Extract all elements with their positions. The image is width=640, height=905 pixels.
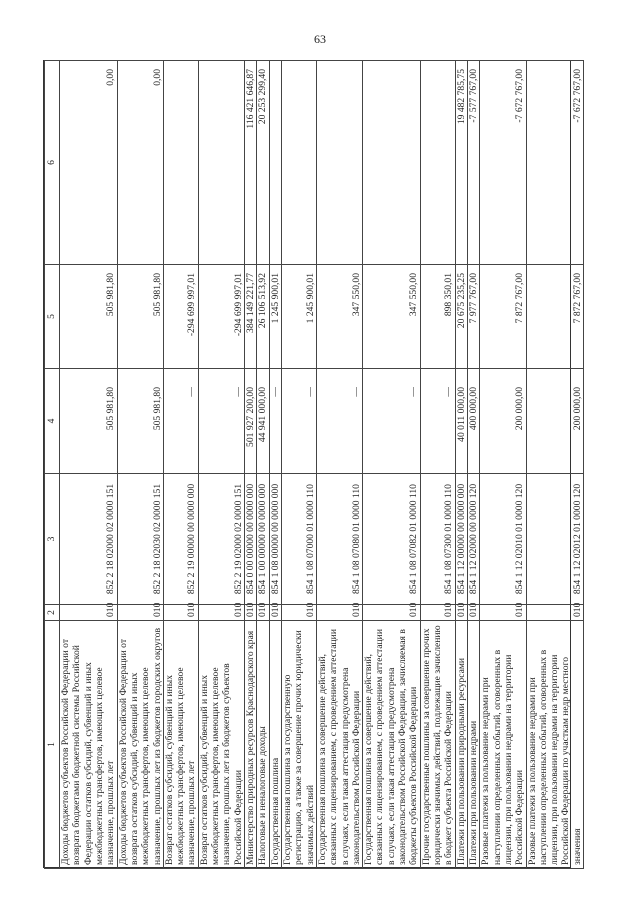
row-name-cell: Государственная пошлина за совершение действий, связанных с лицензированием, с проведением аттестации в случаях, если такая аттестация предусмотрена законодательством Российской Федерации — [316, 621, 362, 869]
row-budget-code-cell: 854 1 00 00000 00 0000 000 — [257, 474, 269, 605]
row-executed-amount-cell: 26 106 513,92 — [257, 265, 269, 369]
row-executed-amount-cell: 898 350,01 — [420, 265, 455, 369]
row-approved-amount-cell: 44 941 000,00 — [257, 369, 269, 474]
row-approved-amount-cell: — — [420, 369, 455, 474]
table-row — [480, 61, 526, 869]
row-name-cell: Государственная пошлина за совершение действий, связанных с лицензированием, с проведением аттестации в случаях, если такая аттестация предусмотрена законодательством Российской Федерации, зачисляемая в бюджеты субъектов Российской Федерации — [363, 621, 421, 869]
row-approved-amount-cell: 400 000,00 — [467, 369, 479, 474]
row-budget-code-cell: 852 2 18 02030 02 0000 151 — [117, 474, 163, 605]
revenue-report-table — [44, 60, 584, 869]
report-table-frame — [43, 60, 583, 868]
row-line-code-cell: 010 — [316, 605, 362, 621]
row-unexecuted-amount-cell: 0,00 — [60, 61, 118, 265]
row-name-cell: Возврат остатков субсидий, субвенций и иных межбюджетных трансфертов, имеющих целевое назначение, прошлых лет из бюджетов субъектов Российской Федерации — [198, 621, 244, 869]
row-name-cell: Разовые платежи за пользование недрами при наступлении определенных событий, оговоренных в лицензии, при пользовании недрами на территории Российской Федерации по участкам недр местного значения — [526, 621, 584, 869]
table-row — [163, 61, 198, 869]
header-col-4: 4 — [45, 369, 60, 474]
row-approved-amount-cell: — — [198, 369, 244, 474]
table-row — [363, 61, 421, 869]
row-approved-amount-cell: 505 981,80 — [117, 369, 163, 474]
row-line-code-cell: 010 — [363, 605, 421, 621]
row-unexecuted-amount-cell: -7 577 767,00 — [467, 61, 479, 265]
header-col-2: 2 — [45, 605, 60, 621]
row-unexecuted-amount-cell — [420, 61, 455, 265]
row-unexecuted-amount-cell: 20 253 299,40 — [257, 61, 269, 265]
row-name-cell: Налоговые и неналоговые доходы — [257, 621, 269, 869]
row-budget-code-cell: 854 1 12 02000 00 0000 120 — [467, 474, 479, 605]
header-col-3: 3 — [45, 474, 60, 605]
row-budget-code-cell: 854 1 08 00000 00 0000 000 — [269, 474, 281, 605]
row-unexecuted-amount-cell — [281, 61, 316, 265]
row-line-code-cell: 010 — [455, 605, 467, 621]
table-row — [60, 61, 118, 869]
header-col-5: 5 — [45, 265, 60, 369]
row-name-cell: Доходы бюджетов субъектов Российской Федерации от возврата остатков субсидий, субвенций и иных межбюджетных трансфертов, имеющих целевое назначение, прошлых лет из бюджетов городских округов — [117, 621, 163, 869]
row-line-code-cell: 010 — [198, 605, 244, 621]
page-number: 63 — [314, 32, 326, 46]
table-row — [526, 61, 584, 869]
row-approved-amount-cell: — — [163, 369, 198, 474]
rotated-table-container — [44, 61, 583, 869]
row-approved-amount-cell: — — [269, 369, 281, 474]
row-executed-amount-cell: 505 981,80 — [60, 265, 118, 369]
row-executed-amount-cell: 347 550,00 — [316, 265, 362, 369]
row-name-cell: Доходы бюджетов субъектов Российской Федерации от возврата бюджетами бюджетной системы Российской Федерации остатков субсидий, субвенций и иных межбюджетных трансфертов, имеющих целевое назначение, прошлых лет — [60, 621, 118, 869]
row-name-cell: Возврат остатков субсидий, субвенций и иных межбюджетных трансфертов, имеющих целевое назначение, прошлых лет — [163, 621, 198, 869]
row-budget-code-cell: 852 2 19 02000 02 0000 151 — [198, 474, 244, 605]
row-unexecuted-amount-cell — [198, 61, 244, 265]
row-name-cell: Платежи при пользовании природными ресурсами — [455, 621, 467, 869]
row-line-code-cell: 010 — [281, 605, 316, 621]
row-budget-code-cell: 852 2 18 02000 02 0000 151 — [60, 474, 118, 605]
row-executed-amount-cell: -294 699 997,01 — [198, 265, 244, 369]
row-approved-amount-cell: 200 000,00 — [526, 369, 584, 474]
row-executed-amount-cell: 7 872 767,00 — [480, 265, 526, 369]
row-line-code-cell: 010 — [467, 605, 479, 621]
row-approved-amount-cell: 501 927 200,00 — [245, 369, 257, 474]
row-executed-amount-cell: 1 245 900,01 — [281, 265, 316, 369]
row-unexecuted-amount-cell — [363, 61, 421, 265]
row-executed-amount-cell: 384 149 221,77 — [245, 265, 257, 369]
row-unexecuted-amount-cell: -7 672 767,00 — [480, 61, 526, 265]
row-approved-amount-cell: 40 011 000,00 — [455, 369, 467, 474]
row-executed-amount-cell: 1 245 900,01 — [269, 265, 281, 369]
row-approved-amount-cell: 505 981,80 — [60, 369, 118, 474]
row-budget-code-cell: 854 1 12 02010 01 0000 120 — [480, 474, 526, 605]
row-budget-code-cell: 854 0 00 00000 00 0000 000 — [245, 474, 257, 605]
row-approved-amount-cell: 200 000,00 — [480, 369, 526, 474]
row-budget-code-cell: 852 2 19 00000 00 0000 000 — [163, 474, 198, 605]
row-name-cell: Прочие государственные пошлины за совершение прочих юридически значимых действий, подлежащие зачислению в бюджет субъекта Российской Федерации — [420, 621, 455, 869]
row-executed-amount-cell: 505 981,80 — [117, 265, 163, 369]
row-approved-amount-cell: — — [363, 369, 421, 474]
table-row — [455, 61, 467, 869]
row-executed-amount-cell: 7 977 767,00 — [467, 265, 479, 369]
table-row — [420, 61, 455, 869]
row-unexecuted-amount-cell — [163, 61, 198, 265]
row-line-code-cell: 010 — [245, 605, 257, 621]
table-row — [245, 61, 257, 869]
table-row — [269, 61, 281, 869]
row-budget-code-cell: 854 1 08 07300 01 0000 110 — [420, 474, 455, 605]
table-row — [198, 61, 244, 869]
row-name-cell: Государственная пошлина — [269, 621, 281, 869]
table-row — [257, 61, 269, 869]
row-unexecuted-amount-cell: -7 672 767,00 — [526, 61, 584, 265]
row-unexecuted-amount-cell: 116 421 646,87 — [245, 61, 257, 265]
row-line-code-cell: 010 — [480, 605, 526, 621]
row-unexecuted-amount-cell: 0,00 — [117, 61, 163, 265]
row-budget-code-cell: 854 1 12 00000 00 0000 000 — [455, 474, 467, 605]
row-line-code-cell: 010 — [117, 605, 163, 621]
header-row — [45, 61, 60, 869]
row-name-cell: Министерство природных ресурсов Краснодарского края — [245, 621, 257, 869]
row-line-code-cell: 010 — [163, 605, 198, 621]
table-row — [467, 61, 479, 869]
row-budget-code-cell: 854 1 08 07080 01 0000 110 — [316, 474, 362, 605]
row-executed-amount-cell: -294 699 997,01 — [163, 265, 198, 369]
row-name-cell: Государственная пошлина за государственную регистрацию, а также за совершение прочих юридически значимых действий — [281, 621, 316, 869]
row-name-cell: Разовые платежи за пользование недрами при наступлении определенных событий, оговоренных в лицензии, при пользовании недрами на территории Российской Федерации — [480, 621, 526, 869]
row-line-code-cell: 010 — [257, 605, 269, 621]
row-budget-code-cell: 854 1 12 02012 01 0000 120 — [526, 474, 584, 605]
row-budget-code-cell: 854 1 08 07082 01 0000 110 — [363, 474, 421, 605]
table-row — [281, 61, 316, 869]
row-approved-amount-cell: — — [281, 369, 316, 474]
row-executed-amount-cell: 7 872 767,00 — [526, 265, 584, 369]
row-approved-amount-cell: — — [316, 369, 362, 474]
row-line-code-cell: 010 — [269, 605, 281, 621]
header-col-6: 6 — [45, 61, 60, 265]
row-name-cell: Платежи при пользовании недрами — [467, 621, 479, 869]
row-executed-amount-cell: 347 550,00 — [363, 265, 421, 369]
row-unexecuted-amount-cell — [316, 61, 362, 265]
table-body — [60, 61, 584, 869]
table-row — [117, 61, 163, 869]
row-line-code-cell: 010 — [60, 605, 118, 621]
table-row — [316, 61, 362, 869]
row-line-code-cell: 010 — [420, 605, 455, 621]
header-col-1: 1 — [45, 621, 60, 869]
row-executed-amount-cell: 20 675 235,25 — [455, 265, 467, 369]
row-budget-code-cell: 854 1 08 07000 01 0000 110 — [281, 474, 316, 605]
row-line-code-cell: 010 — [526, 605, 584, 621]
row-unexecuted-amount-cell — [269, 61, 281, 265]
row-unexecuted-amount-cell: 19 482 785,75 — [455, 61, 467, 265]
